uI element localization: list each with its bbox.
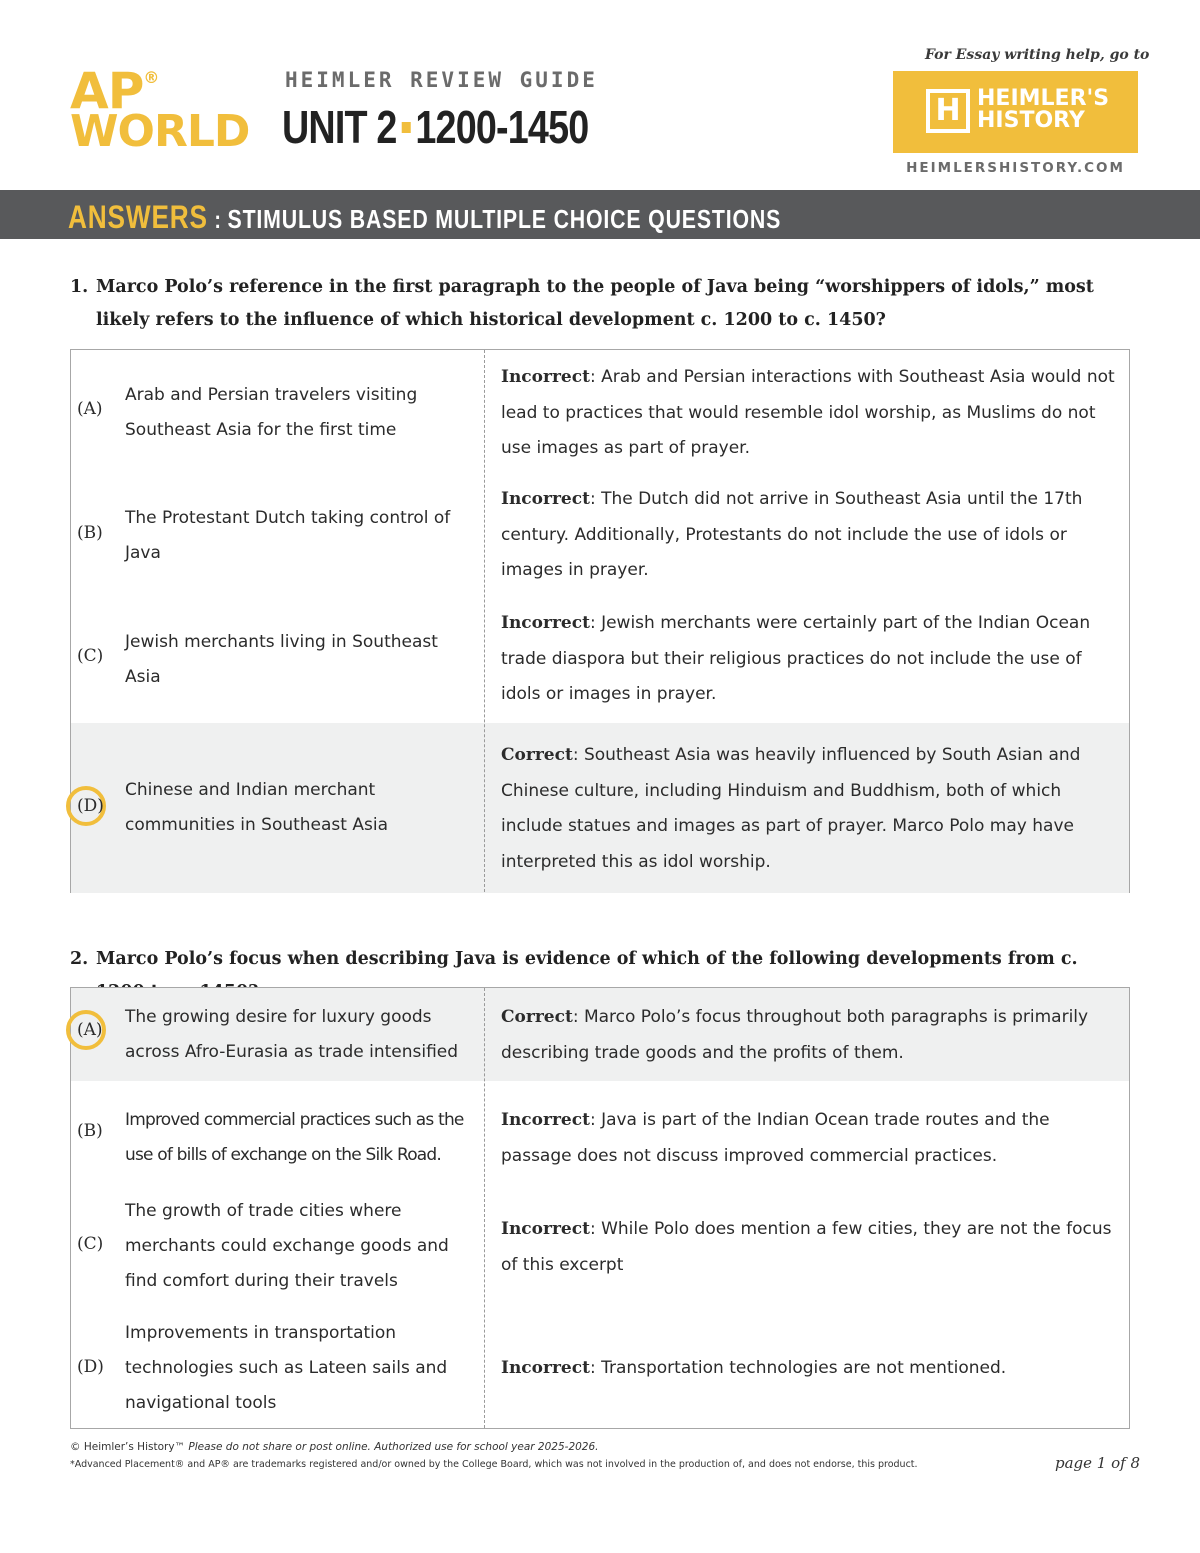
brand-h-icon: H: [926, 89, 970, 133]
ap-world-logo: AP® WORLD: [70, 62, 250, 157]
answer-table-2: [70, 987, 1130, 1429]
explanation: Incorrect: Arab and Persian interactions with Southeast Asia would not lead to practices that would resemble idol worship, as Muslims do not use images as part of prayer.: [501, 367, 1115, 458]
answer-row: (B) The Protestant Dutch taking control of Java Incorrect: The Dutch did not arrive in Southeast Asia until the 17th century. Additionally, Protestants do not include the use of idols or images in prayer.: [71, 474, 1129, 598]
question-1: 1. Marco Polo’s reference in the first paragraph to the people of Java being “worshippers of idols,” most likely refers to the influence of which historical development c. 1200 to c. 1450?: [70, 277, 1094, 330]
brand-url-link[interactable]: HEIMLERSHISTORY.COM: [906, 160, 1125, 176]
answer-table-1: [70, 349, 1130, 893]
explanation: Incorrect: While Polo does mention a few cities, they are not the focus of this excerpt: [501, 1219, 1112, 1275]
footer-trademark: *Advanced Placement® and AP® are trademarks registered and/or owned by the College Board, which was not involved in the production of, and does not endorse, this product.: [70, 1459, 918, 1470]
banner-heading: ANSWERS : STIMULUS BASED MULTIPLE CHOICE QUESTIONS: [68, 199, 782, 235]
answer-row: (C) Jewish merchants living in Southeast Asia Incorrect: Jewish merchants were certainly part of the Indian Ocean trade diaspora but their religious practices do not include the use of idols or images in prayer.: [71, 598, 1129, 722]
brand-name: HEIMLER'S HISTORY: [977, 86, 1110, 133]
option-text: The Protestant Dutch taking control of Java: [125, 508, 451, 563]
guide-label: HEIMLER REVIEW GUIDE: [285, 68, 598, 92]
explanation: Incorrect: Transportation technologies are not mentioned.: [501, 1358, 1007, 1378]
option-text: Chinese and Indian merchant communities in Southeast Asia: [125, 780, 388, 835]
page-number: page 1 of 8: [1055, 1454, 1140, 1472]
page-title: UNIT 2 1200-1450: [282, 101, 589, 153]
answer-row: (A) Arab and Persian travelers visiting Southeast Asia for the first time Incorrect: Arab and Persian interactions with Southeast Asia would not lead to practices that would resemble idol worship, as Muslims do not use images as part of prayer.: [71, 350, 1129, 474]
answer-row: (C) The growth of trade cities where merchants could exchange goods and find comfort during their travels Incorrect: While Polo does mention a few cities, they are not the focus of this excerpt: [71, 1183, 1129, 1308]
footer-copyright: © Heimler’s History™ Please do not share or post online. Authorized use for school year 2025-2026.: [70, 1441, 599, 1453]
option-text: Arab and Persian travelers visiting Southeast Asia for the first time: [125, 385, 418, 440]
option-text: Jewish merchants living in Southeast Asia: [125, 632, 438, 687]
explanation: Correct: Marco Polo’s focus throughout both paragraphs is primarily describing trade goods and the profits of them.: [501, 1007, 1089, 1063]
explanation: Incorrect: Jewish merchants were certainly part of the Indian Ocean trade diaspora but their religious practices do not include the use of idols or images in prayer.: [501, 613, 1091, 704]
title-separator-dot: [401, 122, 410, 133]
option-text: Improvements in transportation technologies such as Lateen sails and navigational tools: [125, 1323, 448, 1413]
answer-row-correct: (D) Chinese and Indian merchant communities in Southeast Asia Correct: Southeast Asia was heavily influenced by South Asian and Chinese culture, including Hinduism and Buddhism, both of which include statues and images as part of prayer. Marco Polo may have interpreted this as idol worship.: [71, 723, 1129, 893]
question-2: 2. Marco Polo’s focus when describing Java is evidence of which of the following developments from c.: [70, 949, 1078, 969]
explanation: Correct: Southeast Asia was heavily influenced by South Asian and Chinese culture, including Hinduism and Buddhism, both of which include statues and images as part of prayer. Marco Polo may have interpreted this as idol worship.: [501, 745, 1081, 872]
answer-row: (D) Improvements in transportation technologies such as Lateen sails and navigational tools Incorrect: Transportation technologies are not mentioned.: [71, 1308, 1129, 1428]
explanation: Incorrect: Java is part of the Indian Ocean trade routes and the passage does not discuss improved commercial practices.: [501, 1110, 1050, 1166]
essay-help-note: For Essay writing help, go to: [925, 47, 1150, 63]
explanation: Incorrect: The Dutch did not arrive in Southeast Asia until the 17th century. Additionally, Protestants do not include the use of idols or images in prayer.: [501, 489, 1083, 580]
option-text: The growth of trade cities where merchants could exchange goods and find comfort during their travels: [125, 1201, 449, 1291]
option-text: Improved commercial practices such as the use of bills of exchange on the Silk Road.: [125, 1110, 464, 1165]
answer-row-correct: (A) The growing desire for luxury goods across Afro-Eurasia as trade intensified Correct: Marco Polo’s focus throughout both paragraphs is primarily describing trade goods and the profits of them.: [71, 988, 1129, 1081]
answer-row: (B) Improved commercial practices such as the use of bills of exchange on the Silk Road. Incorrect: Java is part of the Indian Ocean trade routes and the passage does not discuss improved commercial practices.: [71, 1081, 1129, 1183]
option-text: The growing desire for luxury goods across Afro-Eurasia as trade intensified: [125, 1007, 459, 1062]
